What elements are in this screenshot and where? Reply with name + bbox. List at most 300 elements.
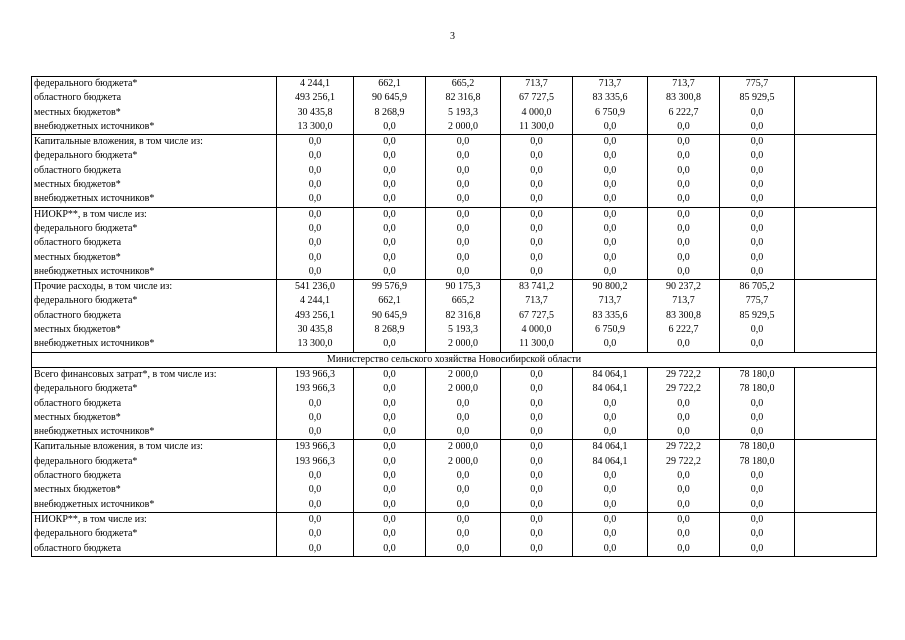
value-cell: 493 256,1 (277, 91, 354, 105)
value-cell: 0,0 (354, 425, 426, 440)
table-row (32, 455, 877, 469)
value-cell: 0,0 (648, 337, 720, 352)
value-cell: 0,0 (277, 207, 354, 222)
value-cell: 662,1 (354, 294, 426, 308)
value-cell: 0,0 (277, 483, 354, 497)
table-row (32, 367, 877, 382)
value-cell: 0,0 (277, 149, 354, 163)
value-cell: 2 000,0 (426, 337, 501, 352)
row-label: внебюджетных источников* (32, 265, 277, 280)
empty-cell (795, 265, 877, 280)
value-cell: 0,0 (720, 425, 795, 440)
value-cell: 0,0 (573, 337, 648, 352)
value-cell: 83 300,8 (648, 91, 720, 105)
value-cell: 8 268,9 (354, 106, 426, 120)
empty-cell (795, 397, 877, 411)
row-label: федерального бюджета* (32, 222, 277, 236)
value-cell: 713,7 (573, 294, 648, 308)
value-cell: 0,0 (573, 411, 648, 425)
empty-cell (795, 469, 877, 483)
value-cell: 0,0 (573, 498, 648, 513)
value-cell: 0,0 (354, 527, 426, 541)
value-cell: 0,0 (277, 164, 354, 178)
row-label: областного бюджета (32, 542, 277, 557)
value-cell: 0,0 (426, 425, 501, 440)
table-row (32, 77, 877, 92)
value-cell: 6 222,7 (648, 323, 720, 337)
value-cell: 83 741,2 (501, 280, 573, 295)
value-cell: 2 000,0 (426, 455, 501, 469)
value-cell: 13 300,0 (277, 337, 354, 352)
row-label: федерального бюджета* (32, 382, 277, 396)
page-number: 3 (450, 31, 455, 42)
value-cell: 0,0 (720, 337, 795, 352)
row-label: областного бюджета (32, 397, 277, 411)
value-cell: 0,0 (354, 455, 426, 469)
table-row (32, 251, 877, 265)
empty-cell (795, 178, 877, 192)
table-row (32, 425, 877, 440)
value-cell: 0,0 (501, 251, 573, 265)
value-cell: 0,0 (573, 483, 648, 497)
value-cell: 0,0 (648, 251, 720, 265)
value-cell: 0,0 (720, 222, 795, 236)
value-cell: 8 268,9 (354, 323, 426, 337)
value-cell: 0,0 (648, 542, 720, 557)
value-cell: 0,0 (573, 135, 648, 150)
value-cell: 78 180,0 (720, 455, 795, 469)
value-cell: 0,0 (354, 512, 426, 527)
value-cell: 0,0 (501, 382, 573, 396)
table-row (32, 411, 877, 425)
value-cell: 86 705,2 (720, 280, 795, 295)
value-cell: 0,0 (720, 483, 795, 497)
value-cell: 0,0 (501, 469, 573, 483)
value-cell: 0,0 (720, 207, 795, 222)
value-cell: 0,0 (354, 149, 426, 163)
table-row (32, 498, 877, 513)
value-cell: 193 966,3 (277, 382, 354, 396)
row-label: областного бюджета (32, 236, 277, 250)
value-cell: 0,0 (277, 251, 354, 265)
budget-table (31, 76, 877, 557)
value-cell: 85 929,5 (720, 91, 795, 105)
row-label: областного бюджета (32, 164, 277, 178)
value-cell: 0,0 (501, 512, 573, 527)
value-cell: 0,0 (573, 222, 648, 236)
empty-cell (795, 91, 877, 105)
empty-cell (795, 222, 877, 236)
value-cell: 0,0 (648, 120, 720, 135)
value-cell: 0,0 (501, 265, 573, 280)
value-cell: 0,0 (573, 192, 648, 207)
value-cell: 665,2 (426, 77, 501, 92)
row-label: местных бюджетов* (32, 106, 277, 120)
value-cell: 0,0 (501, 425, 573, 440)
value-cell: 29 722,2 (648, 382, 720, 396)
section-title: Министерство сельского хозяйства Новосибирской области (32, 352, 877, 367)
value-cell: 713,7 (573, 77, 648, 92)
row-label: внебюджетных источников* (32, 425, 277, 440)
value-cell: 0,0 (501, 207, 573, 222)
value-cell: 0,0 (501, 542, 573, 557)
value-cell: 0,0 (573, 265, 648, 280)
value-cell: 0,0 (501, 135, 573, 150)
value-cell: 4 000,0 (501, 106, 573, 120)
empty-cell (795, 440, 877, 455)
value-cell: 0,0 (277, 222, 354, 236)
value-cell: 0,0 (426, 512, 501, 527)
value-cell: 0,0 (277, 178, 354, 192)
value-cell: 713,7 (501, 294, 573, 308)
value-cell: 85 929,5 (720, 309, 795, 323)
value-cell: 0,0 (648, 192, 720, 207)
value-cell: 0,0 (426, 236, 501, 250)
value-cell: 0,0 (277, 192, 354, 207)
value-cell: 4 244,1 (277, 294, 354, 308)
value-cell: 0,0 (354, 469, 426, 483)
value-cell: 493 256,1 (277, 309, 354, 323)
value-cell: 0,0 (648, 397, 720, 411)
value-cell: 0,0 (648, 512, 720, 527)
value-cell: 29 722,2 (648, 367, 720, 382)
empty-cell (795, 120, 877, 135)
value-cell: 0,0 (648, 411, 720, 425)
value-cell: 2 000,0 (426, 382, 501, 396)
value-cell: 78 180,0 (720, 382, 795, 396)
empty-cell (795, 207, 877, 222)
empty-cell (795, 280, 877, 295)
value-cell: 0,0 (501, 149, 573, 163)
value-cell: 0,0 (501, 455, 573, 469)
value-cell: 78 180,0 (720, 440, 795, 455)
table-row (32, 120, 877, 135)
row-label: местных бюджетов* (32, 178, 277, 192)
value-cell: 0,0 (501, 236, 573, 250)
row-label: местных бюджетов* (32, 411, 277, 425)
value-cell: 0,0 (501, 192, 573, 207)
value-cell: 0,0 (426, 397, 501, 411)
value-cell: 0,0 (354, 337, 426, 352)
value-cell: 0,0 (573, 178, 648, 192)
value-cell: 0,0 (648, 469, 720, 483)
value-cell: 0,0 (573, 527, 648, 541)
value-cell: 0,0 (426, 411, 501, 425)
table-row (32, 222, 877, 236)
row-label: областного бюджета (32, 91, 277, 105)
value-cell: 0,0 (426, 498, 501, 513)
value-cell: 0,0 (648, 135, 720, 150)
value-cell: 0,0 (426, 207, 501, 222)
section-row (32, 352, 877, 367)
value-cell: 13 300,0 (277, 120, 354, 135)
empty-cell (795, 294, 877, 308)
value-cell: 0,0 (720, 527, 795, 541)
value-cell: 90 645,9 (354, 309, 426, 323)
value-cell: 775,7 (720, 77, 795, 92)
value-cell: 0,0 (354, 382, 426, 396)
value-cell: 0,0 (648, 425, 720, 440)
value-cell: 0,0 (426, 483, 501, 497)
value-cell: 713,7 (501, 77, 573, 92)
empty-cell (795, 309, 877, 323)
empty-cell (795, 323, 877, 337)
value-cell: 0,0 (354, 192, 426, 207)
value-cell: 83 300,8 (648, 309, 720, 323)
empty-cell (795, 498, 877, 513)
value-cell: 0,0 (573, 542, 648, 557)
row-label: НИОКР**, в том числе из: (32, 512, 277, 527)
empty-cell (795, 411, 877, 425)
value-cell: 0,0 (648, 236, 720, 250)
value-cell: 193 966,3 (277, 455, 354, 469)
value-cell: 90 237,2 (648, 280, 720, 295)
row-label: федерального бюджета* (32, 527, 277, 541)
row-label: Всего финансовых затрат*, в том числе из: (32, 367, 277, 382)
value-cell: 0,0 (277, 236, 354, 250)
value-cell: 0,0 (648, 149, 720, 163)
table-row (32, 337, 877, 352)
table-row (32, 236, 877, 250)
value-cell: 0,0 (501, 367, 573, 382)
value-cell: 6 222,7 (648, 106, 720, 120)
row-label: областного бюджета (32, 469, 277, 483)
row-label: местных бюджетов* (32, 251, 277, 265)
value-cell: 0,0 (720, 323, 795, 337)
value-cell: 0,0 (573, 512, 648, 527)
value-cell: 0,0 (573, 425, 648, 440)
row-label: НИОКР**, в том числе из: (32, 207, 277, 222)
value-cell: 0,0 (720, 512, 795, 527)
table-row (32, 309, 877, 323)
value-cell: 0,0 (426, 542, 501, 557)
row-label: местных бюджетов* (32, 483, 277, 497)
value-cell: 11 300,0 (501, 120, 573, 135)
value-cell: 0,0 (426, 135, 501, 150)
value-cell: 0,0 (648, 265, 720, 280)
value-cell: 29 722,2 (648, 440, 720, 455)
value-cell: 665,2 (426, 294, 501, 308)
value-cell: 0,0 (501, 411, 573, 425)
value-cell: 78 180,0 (720, 367, 795, 382)
value-cell: 83 335,6 (573, 309, 648, 323)
table-row (32, 135, 877, 150)
table-row (32, 542, 877, 557)
value-cell: 0,0 (354, 178, 426, 192)
value-cell: 84 064,1 (573, 440, 648, 455)
empty-cell (795, 425, 877, 440)
value-cell: 0,0 (573, 120, 648, 135)
table-row (32, 106, 877, 120)
table-row (32, 294, 877, 308)
value-cell: 0,0 (720, 397, 795, 411)
value-cell: 0,0 (501, 527, 573, 541)
value-cell: 0,0 (354, 440, 426, 455)
table-row (32, 469, 877, 483)
table-row (32, 178, 877, 192)
table-row (32, 527, 877, 541)
empty-cell (795, 542, 877, 557)
value-cell: 0,0 (720, 236, 795, 250)
empty-cell (795, 455, 877, 469)
value-cell: 0,0 (426, 192, 501, 207)
value-cell: 0,0 (426, 222, 501, 236)
table-row (32, 483, 877, 497)
value-cell: 0,0 (354, 411, 426, 425)
row-label: областного бюджета (32, 309, 277, 323)
value-cell: 30 435,8 (277, 323, 354, 337)
value-cell: 0,0 (354, 135, 426, 150)
row-label: внебюджетных источников* (32, 498, 277, 513)
value-cell: 713,7 (648, 77, 720, 92)
value-cell: 29 722,2 (648, 455, 720, 469)
value-cell: 775,7 (720, 294, 795, 308)
section-header-group (32, 352, 877, 367)
empty-cell (795, 77, 877, 92)
value-cell: 0,0 (573, 397, 648, 411)
value-cell: 0,0 (354, 222, 426, 236)
value-cell: 0,0 (277, 425, 354, 440)
value-cell: 82 316,8 (426, 91, 501, 105)
empty-cell (795, 512, 877, 527)
value-cell: 0,0 (354, 542, 426, 557)
empty-cell (795, 367, 877, 382)
value-cell: 0,0 (426, 527, 501, 541)
value-cell: 662,1 (354, 77, 426, 92)
empty-cell (795, 149, 877, 163)
value-cell: 0,0 (648, 483, 720, 497)
value-cell: 0,0 (648, 207, 720, 222)
table-body-upper (32, 77, 877, 353)
value-cell: 2 000,0 (426, 440, 501, 455)
value-cell: 0,0 (573, 251, 648, 265)
row-label: внебюджетных источников* (32, 120, 277, 135)
value-cell: 0,0 (277, 542, 354, 557)
value-cell: 30 435,8 (277, 106, 354, 120)
value-cell: 0,0 (648, 527, 720, 541)
value-cell: 0,0 (648, 498, 720, 513)
value-cell: 0,0 (354, 265, 426, 280)
table-row (32, 280, 877, 295)
table-row (32, 164, 877, 178)
row-label: Прочие расходы, в том числе из: (32, 280, 277, 295)
value-cell: 0,0 (720, 164, 795, 178)
value-cell: 0,0 (720, 498, 795, 513)
value-cell: 90 800,2 (573, 280, 648, 295)
value-cell: 0,0 (720, 411, 795, 425)
value-cell: 0,0 (720, 265, 795, 280)
empty-cell (795, 236, 877, 250)
value-cell: 2 000,0 (426, 367, 501, 382)
value-cell: 0,0 (354, 367, 426, 382)
table-row (32, 397, 877, 411)
value-cell: 0,0 (426, 178, 501, 192)
value-cell: 84 064,1 (573, 455, 648, 469)
value-cell: 0,0 (426, 265, 501, 280)
value-cell: 0,0 (501, 483, 573, 497)
value-cell: 0,0 (426, 164, 501, 178)
value-cell: 541 236,0 (277, 280, 354, 295)
value-cell: 0,0 (720, 135, 795, 150)
row-label: Капитальные вложения, в том числе из: (32, 440, 277, 455)
value-cell: 0,0 (354, 207, 426, 222)
table-row (32, 512, 877, 527)
value-cell: 0,0 (277, 469, 354, 483)
value-cell: 0,0 (573, 236, 648, 250)
value-cell: 90 175,3 (426, 280, 501, 295)
row-label: федерального бюджета* (32, 149, 277, 163)
value-cell: 6 750,9 (573, 106, 648, 120)
value-cell: 0,0 (277, 512, 354, 527)
value-cell: 0,0 (573, 164, 648, 178)
value-cell: 0,0 (426, 469, 501, 483)
value-cell: 193 966,3 (277, 367, 354, 382)
value-cell: 0,0 (277, 527, 354, 541)
row-label: внебюджетных источников* (32, 337, 277, 352)
value-cell: 0,0 (354, 483, 426, 497)
value-cell: 5 193,3 (426, 323, 501, 337)
value-cell: 0,0 (501, 397, 573, 411)
value-cell: 0,0 (720, 469, 795, 483)
value-cell: 90 645,9 (354, 91, 426, 105)
empty-cell (795, 337, 877, 352)
table-row (32, 207, 877, 222)
row-label: федерального бюджета* (32, 77, 277, 92)
value-cell: 11 300,0 (501, 337, 573, 352)
row-label: Капитальные вложения, в том числе из: (32, 135, 277, 150)
value-cell: 0,0 (648, 178, 720, 192)
value-cell: 4 244,1 (277, 77, 354, 92)
row-label: местных бюджетов* (32, 323, 277, 337)
value-cell: 67 727,5 (501, 309, 573, 323)
table-row (32, 149, 877, 163)
value-cell: 0,0 (354, 236, 426, 250)
value-cell: 0,0 (720, 178, 795, 192)
empty-cell (795, 527, 877, 541)
value-cell: 0,0 (573, 207, 648, 222)
value-cell: 0,0 (277, 265, 354, 280)
table-body-lower (32, 367, 877, 556)
value-cell: 0,0 (277, 135, 354, 150)
table-row (32, 440, 877, 455)
value-cell: 0,0 (648, 164, 720, 178)
value-cell: 0,0 (648, 222, 720, 236)
value-cell: 0,0 (501, 498, 573, 513)
table-row (32, 323, 877, 337)
row-label: федерального бюджета* (32, 294, 277, 308)
value-cell: 0,0 (354, 251, 426, 265)
value-cell: 0,0 (501, 440, 573, 455)
value-cell: 193 966,3 (277, 440, 354, 455)
empty-cell (795, 483, 877, 497)
row-label: федерального бюджета* (32, 455, 277, 469)
value-cell: 0,0 (501, 178, 573, 192)
value-cell: 84 064,1 (573, 367, 648, 382)
value-cell: 67 727,5 (501, 91, 573, 105)
value-cell: 84 064,1 (573, 382, 648, 396)
value-cell: 83 335,6 (573, 91, 648, 105)
value-cell: 0,0 (720, 149, 795, 163)
row-label: внебюджетных источников* (32, 192, 277, 207)
empty-cell (795, 135, 877, 150)
value-cell: 0,0 (426, 149, 501, 163)
value-cell: 0,0 (720, 251, 795, 265)
value-cell: 0,0 (720, 106, 795, 120)
table-row (32, 192, 877, 207)
empty-cell (795, 251, 877, 265)
table-row (32, 382, 877, 396)
value-cell: 0,0 (720, 192, 795, 207)
